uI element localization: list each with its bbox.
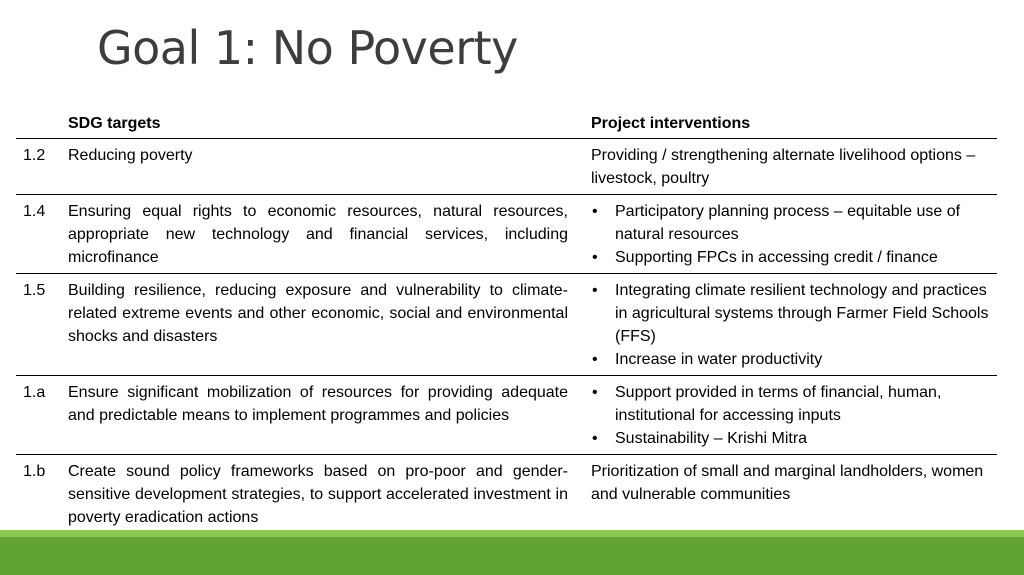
table-row	[16, 274, 997, 376]
intervention-item: • Support provided in terms of financial, human, institutional for accessing inputs	[591, 381, 997, 427]
intervention-list	[591, 381, 997, 450]
target-description: Ensure significant mobilization of resources for providing adequate and predictable means to implement programmes and policies	[68, 376, 568, 455]
intervention-text: Prioritization of small and marginal landholders, women and vulnerable communities	[591, 463, 984, 503]
gap-cell	[568, 455, 591, 534]
gap-cell	[568, 274, 591, 376]
intervention-list-cell	[591, 274, 997, 376]
header-number	[16, 107, 68, 139]
intervention-item: • Increase in water productivity	[591, 348, 997, 371]
intervention-list-cell	[591, 376, 997, 455]
target-description: Create sound policy frameworks based on pro-poor and gender-sensitive development strategies, to support accelerated investment in poverty eradication actions	[68, 463, 568, 526]
table-header-row	[16, 107, 997, 139]
footer-band-light	[0, 530, 1024, 537]
header-project-interventions: Project interventions	[591, 107, 997, 139]
header-gap	[568, 107, 591, 139]
intervention-text: Providing / strengthening alternate livelihood options – livestock, poultry	[591, 139, 997, 195]
gap-cell	[568, 139, 591, 195]
intervention-list	[591, 279, 997, 371]
intervention-item: • Sustainability – Krishi Mitra	[591, 427, 997, 450]
intervention-list-cell	[591, 195, 997, 274]
table-row	[16, 376, 997, 455]
table-row	[16, 139, 997, 195]
sdg-targets-table	[16, 107, 997, 533]
target-description: Reducing poverty	[68, 139, 568, 195]
table-row	[16, 195, 997, 274]
intervention-list	[591, 200, 997, 269]
gap-cell	[568, 195, 591, 274]
header-sdg-targets: SDG targets	[68, 107, 568, 139]
target-description: Ensuring equal rights to economic resources, natural resources, appropriate new technology and financial services, including microfinance	[68, 195, 568, 274]
intervention-item: • Integrating climate resilient technology and practices in agricultural systems through Farmer Field Schools (FFS)	[591, 279, 997, 348]
target-number: 1.b	[23, 463, 46, 480]
slide-title: Goal 1: No Poverty	[97, 21, 518, 75]
intervention-item: • Supporting FPCs in accessing credit / finance	[591, 246, 997, 269]
footer-band-dark	[0, 537, 1024, 575]
table-row	[16, 455, 997, 534]
target-number: 1.5	[16, 274, 68, 376]
gap-cell	[568, 376, 591, 455]
target-description: Building resilience, reducing exposure and vulnerability to climate-related extreme events and other economic, social and environmental shocks and disasters	[68, 274, 568, 376]
intervention-item: • Participatory planning process – equitable use of natural resources	[591, 200, 997, 246]
target-number: 1.4	[16, 195, 68, 274]
target-number: 1.a	[16, 376, 68, 455]
target-number: 1.2	[16, 139, 68, 195]
